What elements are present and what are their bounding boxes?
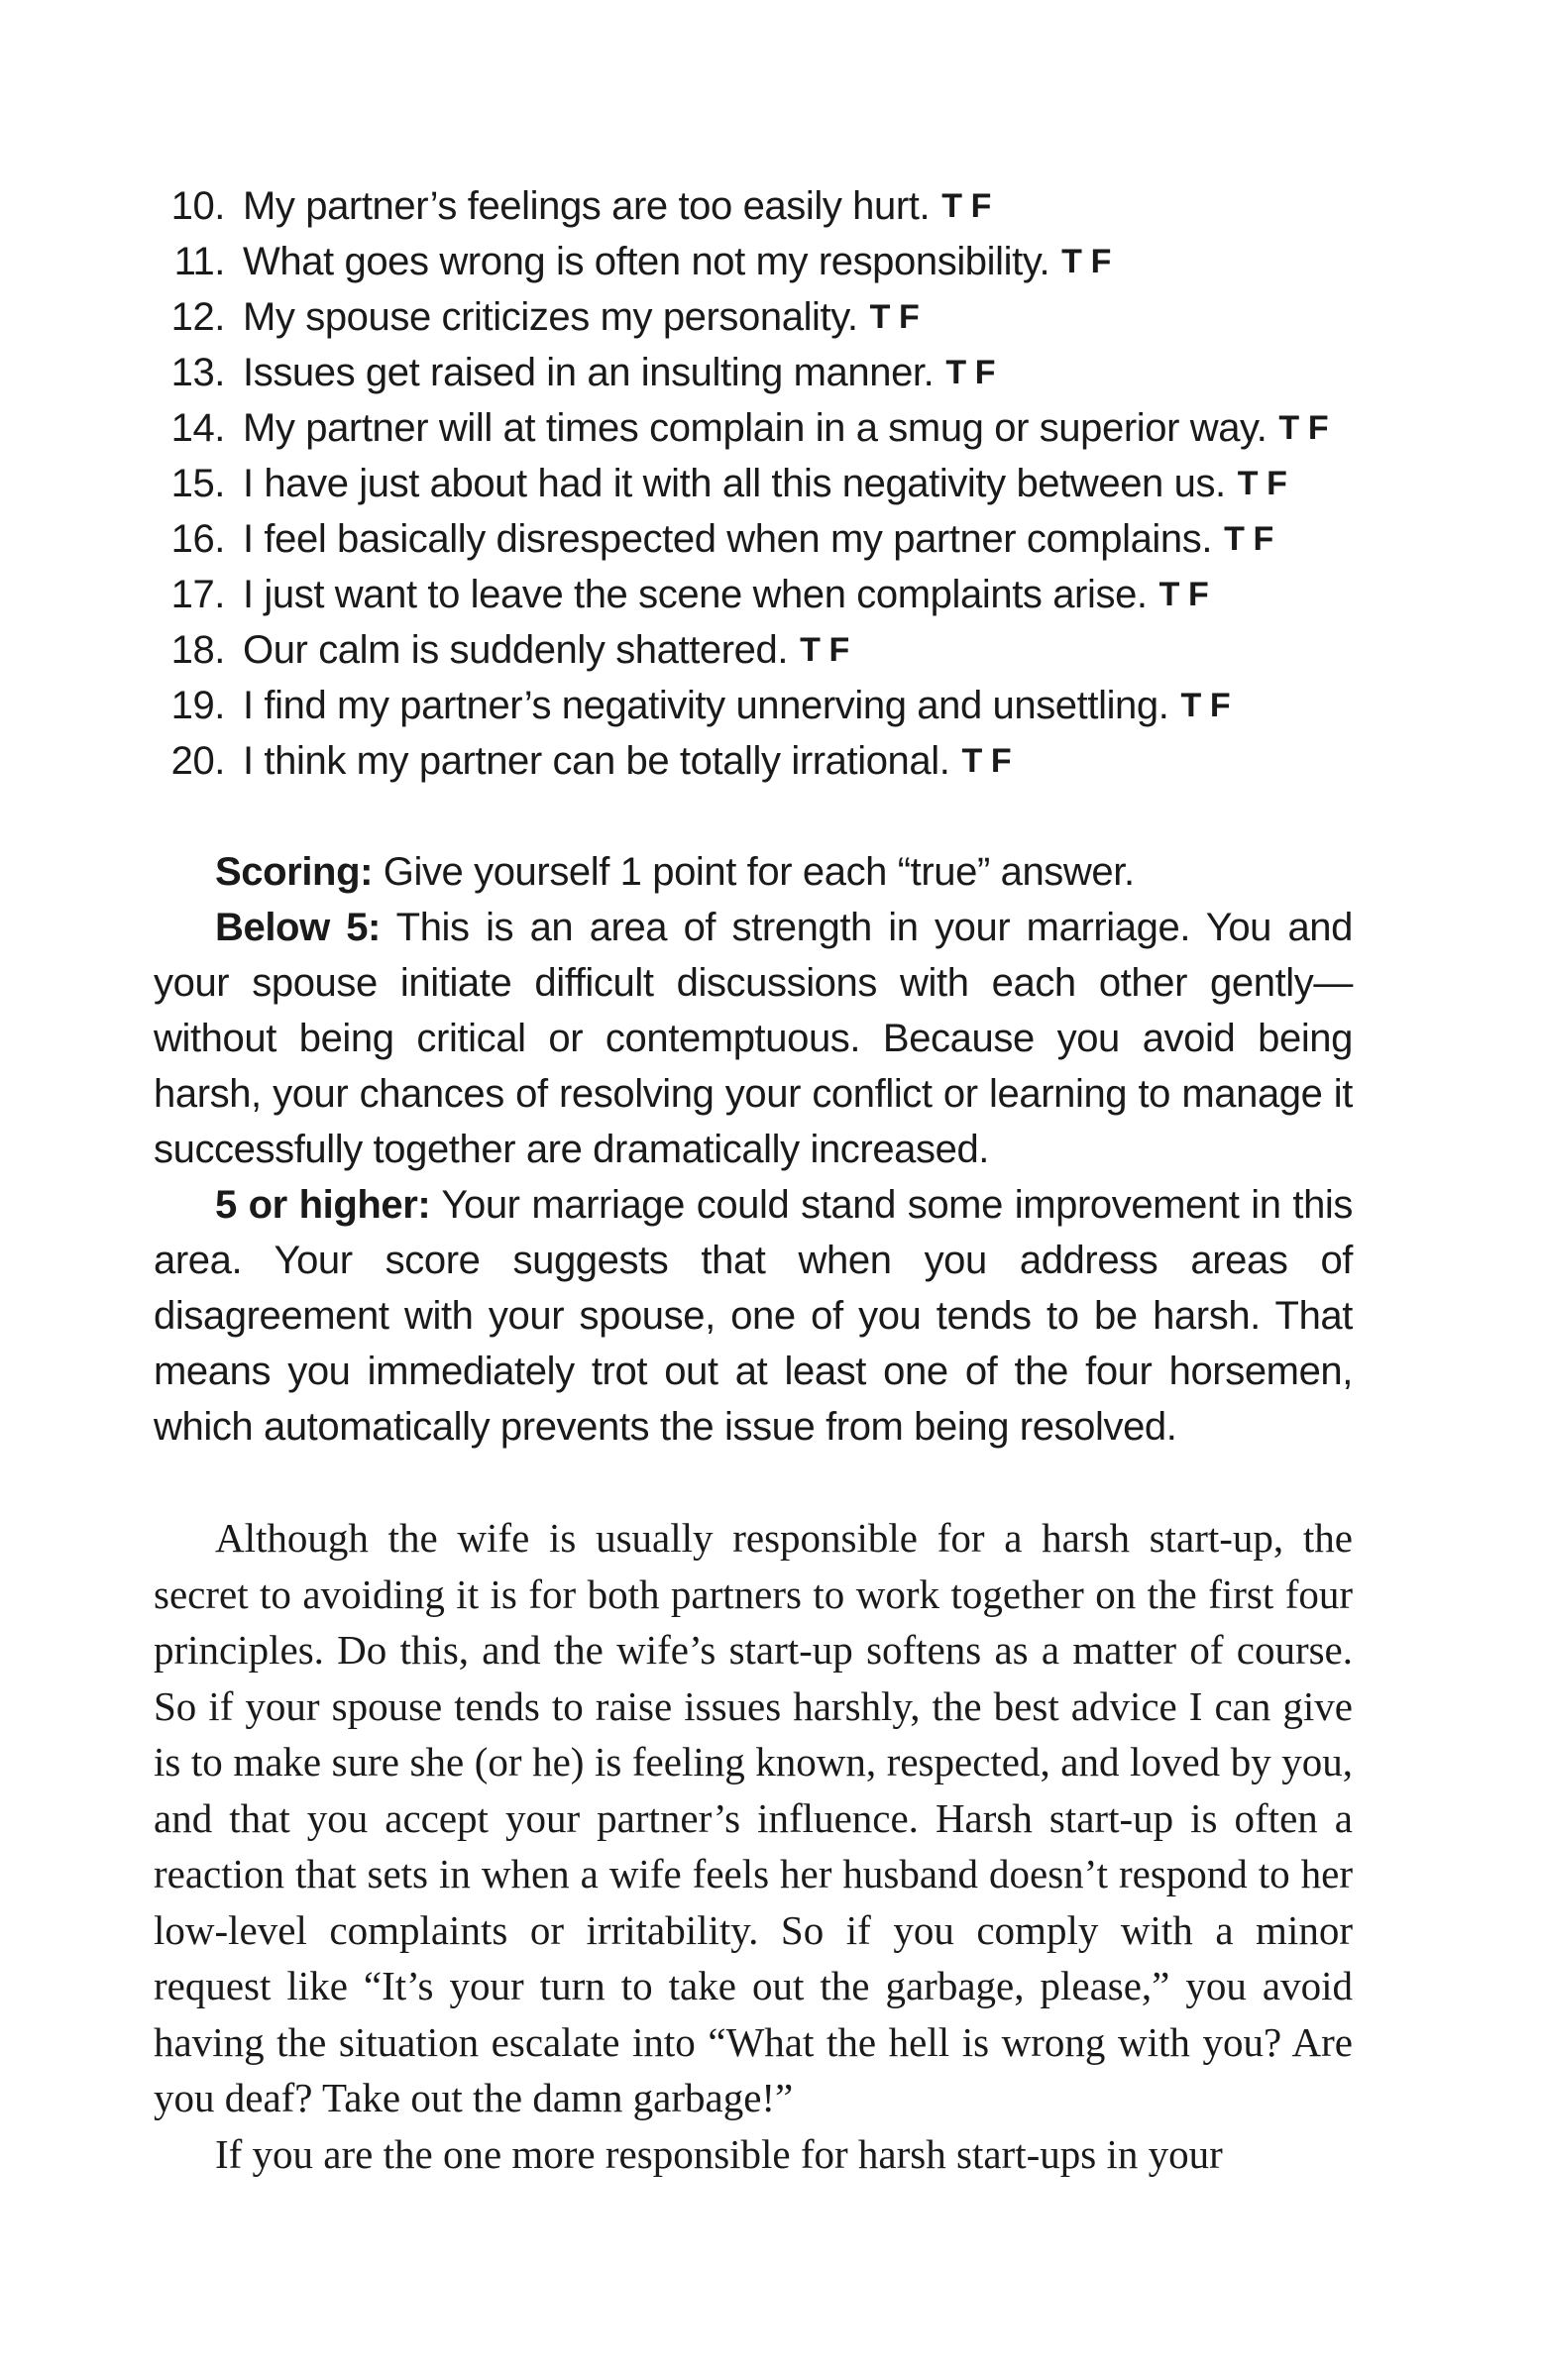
- question-text: My partner will at times complain in a smug or superior way.: [243, 406, 1267, 450]
- five-or-higher-text: Your marriage could stand some improvement in this area. Your score suggests that when you address areas of disagreement with your spouse, one of you tends to be harsh. That means you immediately trot out at least one of the four horsemen, which automatically prevents the issue from being resolved.: [154, 1183, 1353, 1449]
- true-false-marker: T F: [1061, 243, 1111, 280]
- question-number: 12.: [170, 295, 225, 339]
- five-or-higher-paragraph: [154, 1177, 1353, 1455]
- true-false-marker: T F: [1158, 576, 1209, 613]
- quiz-item: [154, 345, 1353, 400]
- scoring-section: [154, 844, 1353, 1455]
- true-false-marker: T F: [945, 354, 996, 391]
- true-false-marker: T F: [961, 742, 1012, 780]
- question-number: 16.: [170, 517, 225, 561]
- question-number: 18.: [170, 628, 225, 672]
- quiz-item: [154, 400, 1353, 456]
- question-number: 14.: [170, 406, 225, 450]
- body-text: [154, 1510, 1353, 2182]
- scoring-label: Scoring:: [215, 850, 374, 894]
- true-false-marker: T F: [869, 298, 920, 336]
- true-false-marker: T F: [941, 187, 991, 225]
- true-false-marker: T F: [1237, 465, 1287, 502]
- scoring-text: Give yourself 1 point for each “true” answer.: [373, 850, 1135, 894]
- question-number: 19.: [170, 684, 225, 727]
- scoring-paragraph: [154, 844, 1353, 900]
- question-text: I feel basically disrespected when my partner complains.: [243, 517, 1213, 561]
- question-text: My spouse criticizes my personality.: [243, 295, 858, 339]
- quiz-item: [154, 622, 1353, 678]
- book-page: [154, 178, 1353, 2182]
- five-or-higher-label: 5 or higher:: [215, 1183, 431, 1227]
- quiz-item: [154, 678, 1353, 733]
- quiz-list: [154, 178, 1353, 789]
- question-text: I think my partner can be totally irrational.: [243, 739, 950, 783]
- quiz-item: [154, 178, 1353, 234]
- below-five-paragraph: [154, 900, 1353, 1177]
- true-false-marker: T F: [1224, 520, 1273, 558]
- question-text: I have just about had it with all this negativity between us.: [243, 462, 1226, 505]
- question-text: I find my partner’s negativity unnerving and unsettling.: [243, 684, 1169, 727]
- true-false-marker: T F: [1180, 687, 1231, 724]
- quiz-item: [154, 234, 1353, 289]
- below-five-label: Below 5:: [215, 906, 381, 949]
- question-number: 17.: [170, 573, 225, 616]
- question-number: 15.: [170, 462, 225, 505]
- true-false-marker: T F: [800, 631, 849, 669]
- quiz-item: [154, 456, 1353, 511]
- true-false-marker: T F: [1278, 409, 1329, 447]
- body-paragraph: If you are the one more responsible for harsh start-ups in your: [215, 2130, 1223, 2177]
- question-number: 11.: [173, 240, 225, 283]
- question-text: What goes wrong is often not my responsibility.: [243, 240, 1050, 283]
- question-text: I just want to leave the scene when complaints arise.: [243, 573, 1148, 616]
- quiz-item: [154, 733, 1353, 789]
- quiz-item: [154, 511, 1353, 567]
- question-number: 10.: [170, 184, 225, 228]
- quiz-item: [154, 289, 1353, 345]
- question-text: Our calm is suddenly shattered.: [243, 628, 789, 672]
- quiz-item: [154, 567, 1353, 622]
- question-text: Issues get raised in an insulting manner.: [243, 351, 935, 394]
- below-five-text: This is an area of strength in your marriage. You and your spouse initiate difficult discussions with each other gently—without being critical or contemptuous. Because you avoid being harsh, your chances of resolving your conflict or learning to manage it successfully together are dramatically increased.: [154, 906, 1353, 1171]
- question-number: 20.: [170, 739, 225, 783]
- question-text: My partner’s feelings are too easily hurt.: [243, 184, 931, 228]
- question-number: 13.: [170, 351, 225, 394]
- body-paragraph: Although the wife is usually responsible for a harsh start-up, the secret to avoiding it is for both partners to work together on the first four principles. Do this, and the wife’s start-up softens as a matter of course. So if your spouse tends to raise issues harshly, the best advice I can give is to make sure she (or he) is feeling known, respected, and loved by you, and that you accept your partner’s influence. Harsh start-up is often a reaction that sets in when a wife feels her husband doesn’t respond to her low-level complaints or irritability. So if you comply with a minor request like “It’s your turn to take out the garbage, please,” you avoid having the situation escalate into “What the hell is wrong with you? Are you deaf? Take out the damn garbage!”: [154, 1515, 1353, 2120]
